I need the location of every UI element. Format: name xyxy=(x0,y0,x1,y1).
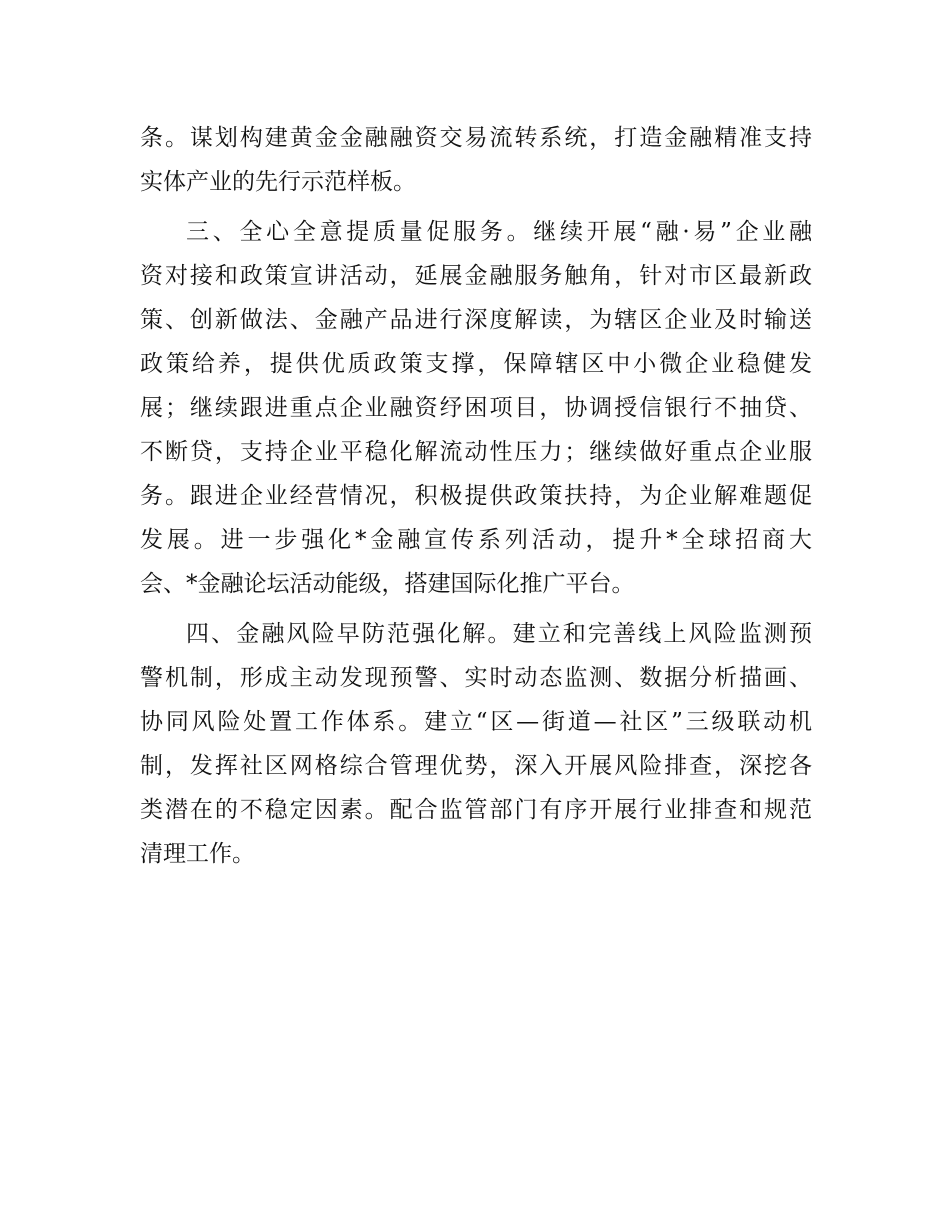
text-line: 三、全心全意提质量促服务。继续开展“融·易”企业融 xyxy=(186,219,812,245)
text-line: 政策给养，提供优质政策支撑，保障辖区中小微企业稳健发 xyxy=(140,351,812,377)
paragraph-service-quality xyxy=(140,210,812,606)
text-line: 发展。进一步强化*金融宣传系列活动，提升*全球招商大 xyxy=(140,527,812,553)
text-line: 四、金融风险早防范强化解。建立和完善线上风险监测预 xyxy=(186,621,812,647)
text-line: 不断贷，支持企业平稳化解流动性压力；继续做好重点企业服 xyxy=(140,439,812,465)
text-line: 策、创新做法、金融产品进行深度解读，为辖区企业及时输送 xyxy=(140,307,812,333)
text-line: 清理工作。 xyxy=(140,841,255,867)
text-line: 实体产业的先行示范样板。 xyxy=(140,169,416,195)
text-line: 展；继续跟进重点企业融资纾困项目，协调授信银行不抽贷、 xyxy=(140,395,812,421)
text-line: 资对接和政策宣讲活动，延展金融服务触角，针对市区最新政 xyxy=(140,263,812,289)
text-line: 警机制，形成主动发现预警、实时动态监测、数据分析描画、 xyxy=(140,665,812,691)
text-line: 条。谋划构建黄金金融融资交易流转系统，打造金融精准支持 xyxy=(140,125,812,151)
paragraph-continuation xyxy=(140,116,812,204)
text-line: 会、*金融论坛活动能级，搭建国际化推广平台。 xyxy=(140,571,635,597)
text-line: 协同风险处置工作体系。建立“区—街道—社区”三级联动机 xyxy=(140,709,812,735)
document-body xyxy=(140,116,812,882)
text-line: 制，发挥社区网格综合管理优势，深入开展风险排查，深挖各 xyxy=(140,753,812,779)
paragraph-risk-prevention xyxy=(140,612,812,876)
text-line: 务。跟进企业经营情况，积极提供政策扶持，为企业解难题促 xyxy=(140,483,812,509)
text-line: 类潜在的不稳定因素。配合监管部门有序开展行业排查和规范 xyxy=(140,797,812,823)
